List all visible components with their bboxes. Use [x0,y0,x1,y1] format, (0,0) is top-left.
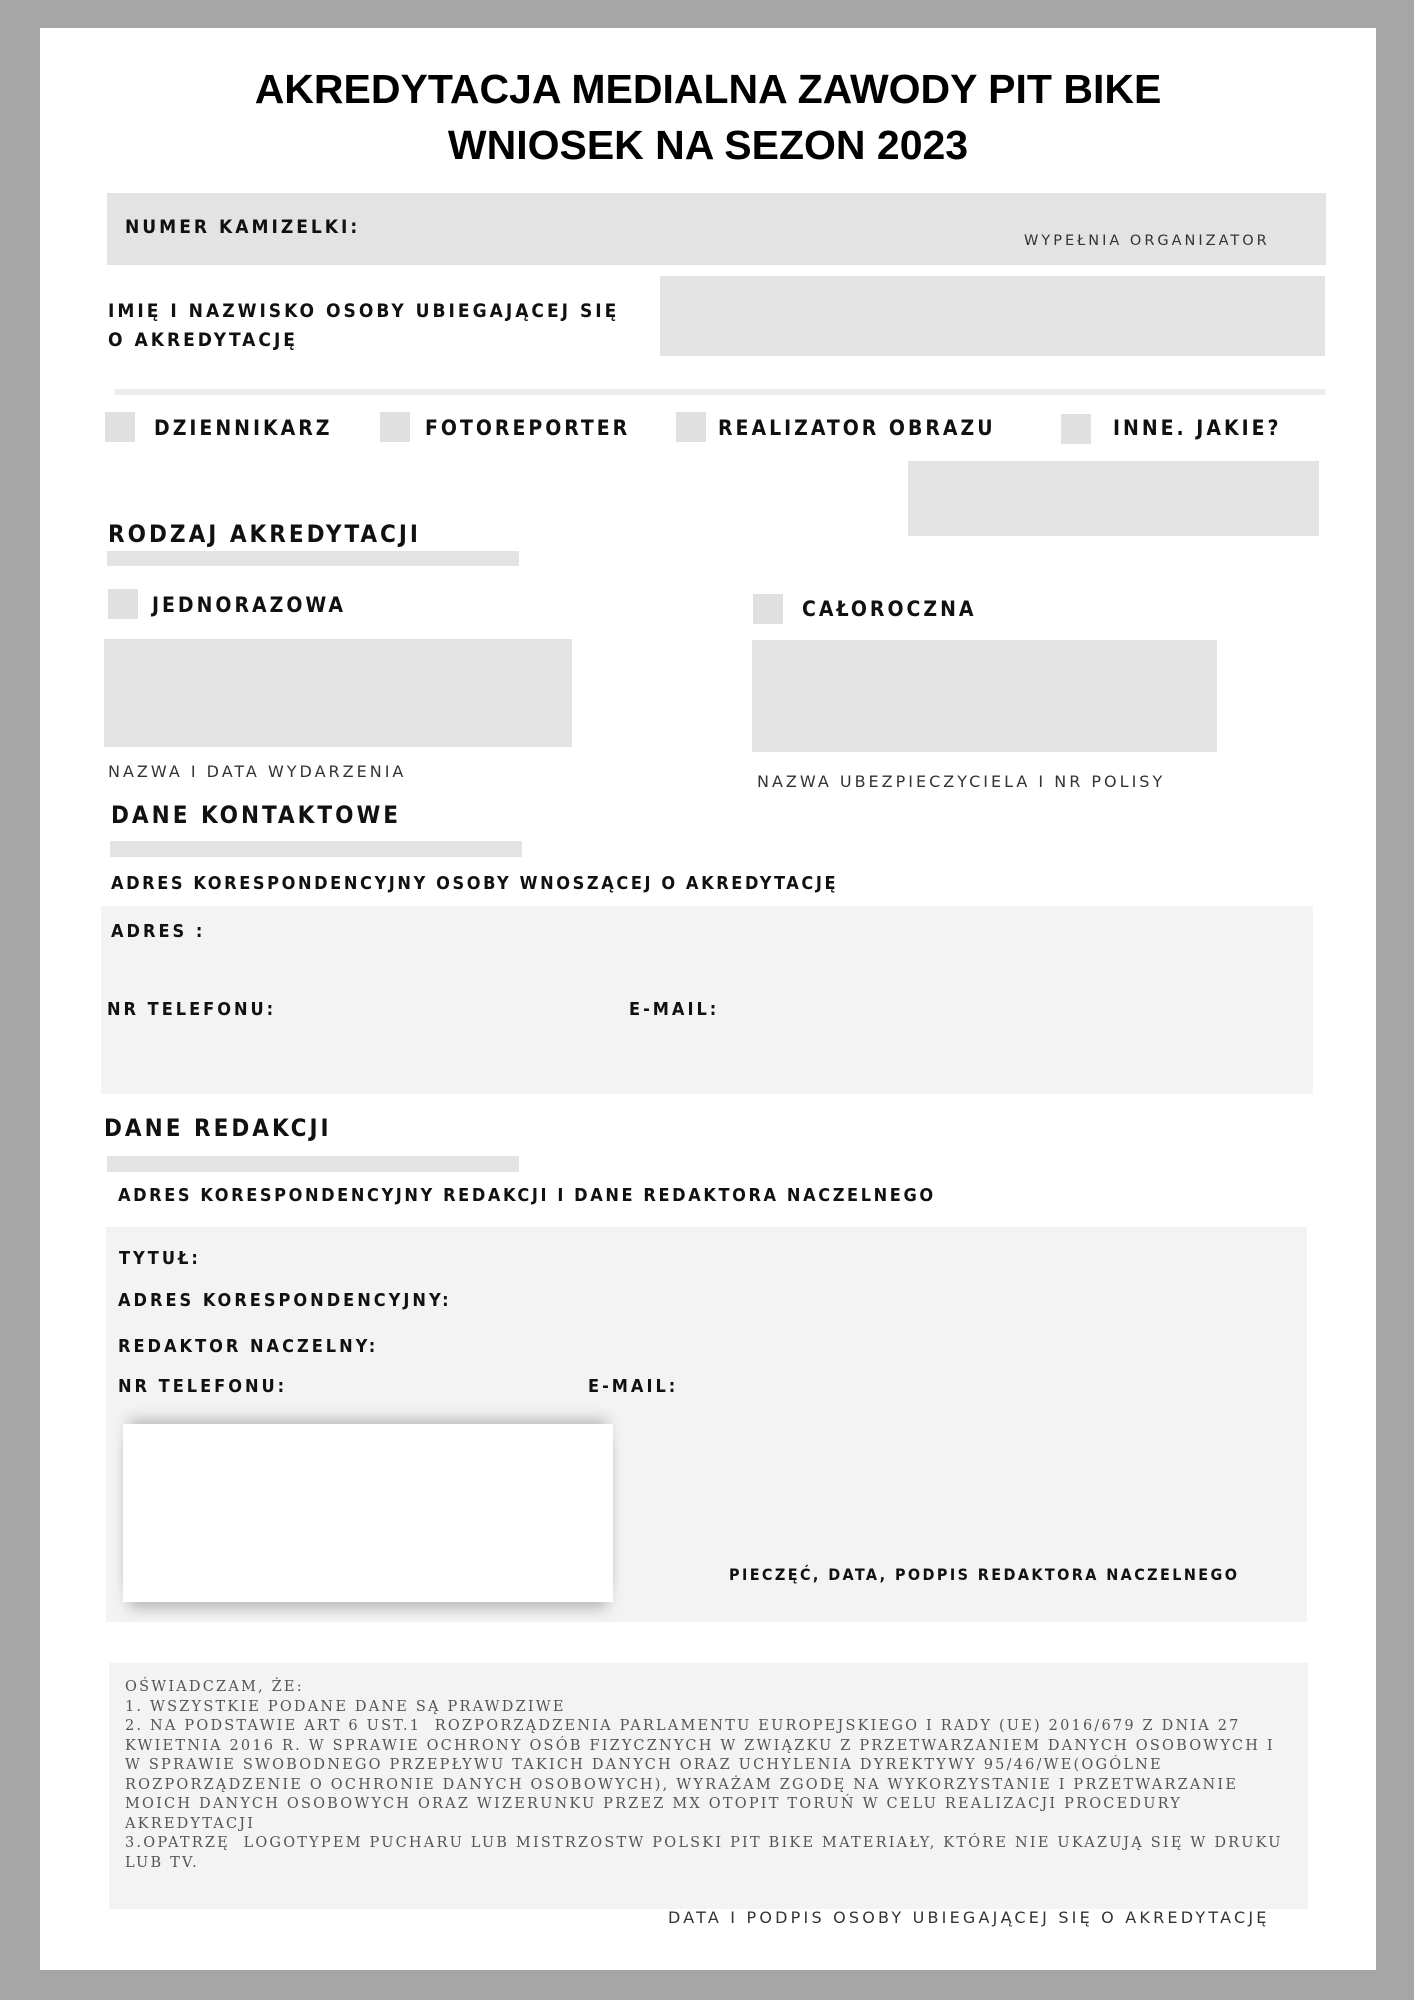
declaration-line: OŚWIADCZAM, ŻE: [125,1679,304,1695]
checkbox-annual[interactable] [753,594,783,624]
editor-in-chief-input[interactable] [350,1328,1290,1364]
section-divider [115,389,1325,395]
editorial-email-label: E-MAIL: [588,1376,679,1397]
form-title-line1: AKREDYTACJA MEDIALNA ZAWODY PIT BIKE [254,66,1162,112]
editorial-subheading: ADRES KORESPONDENCYJNY REDAKCJI I DANE REDAKTORA NACZELNEGO [118,1185,936,1206]
contact-subheading: ADRES KORESPONDENCYJNY OSOBY WNOSZĄCEJ O AKREDYTACJĘ [111,873,839,894]
form-page [40,28,1376,1970]
declaration-line: 3.OPATRZĘ LOGOTYPEM PUCHARU LUB MISTRZOSTW POLSKI PIT BIKE MATERIAŁY, KTÓRE NIE UKAZUJĄ SIĘ W DRUKU [125,1835,1283,1851]
contact-phone-input[interactable] [255,991,605,1031]
role-label-other: INNE. JAKIE? [1113,416,1282,440]
declaration-line: LUB TV. [125,1854,199,1871]
editorial-title-label: TYTUŁ: [119,1248,201,1269]
editorial-phone-label: NR TELEFONU: [118,1376,288,1397]
editorial-phone-input[interactable] [270,1368,590,1404]
checkbox-photographer[interactable] [380,412,410,442]
declaration-line: W SPRAWIE SWOBODNEGO PRZEPŁYWU TAKICH DANYCH ORAZ UCHYLENIA DYREKTYWY 95/46/WE(OGÓLNE [125,1757,1163,1773]
accreditation-heading: RODZAJ AKREDYTACJI [108,520,421,548]
vest-number-label: NUMER KAMIZELKI: [125,216,361,238]
checkbox-other[interactable] [1061,414,1091,444]
declaration-line: ROZPORZĄDZENIE O OCHRONIE DANYCH OSOBOWYCH), WYRAŻAM ZGODĘ NA WYKORZYSTANIE I PRZETWARZANIE [125,1776,1239,1793]
declaration-text [125,1678,1295,1873]
declaration-line: 2. NA PODSTAWIE ART 6 UST.1 ROZPORZĄDZENIA PARLAMENTU EUROPEJSKIEGO I RADY (UE) 2016/679 Z DNIA 27 [125,1718,1241,1734]
applicant-name-label: IMIĘ I NAZWISKO OSOBY UBIEGAJĄCEJ SIĘ [108,300,620,322]
editor-in-chief-label: REDAKTOR NACZELNY: [118,1336,379,1357]
contact-email-input[interactable] [720,991,1300,1031]
declaration-line: KWIETNIA 2016 R. W SPRAWIE OCHRONY OSÓB FIZYCZNYCH W ZWIĄZKU Z PRZETWARZANIEM DANYCH OSOBOWYCH I [125,1737,1275,1754]
contact-address-input[interactable] [235,913,1295,953]
stamp-signature-area[interactable] [123,1424,613,1602]
vest-number-note: WYPEŁNIA ORGANIZATOR [1024,233,1270,249]
checkbox-video-producer[interactable] [676,412,706,442]
annual-accreditation-label: CAŁOROCZNA [802,597,977,621]
event-name-date-field[interactable] [104,639,572,747]
contact-heading: DANE KONTAKTOWE [111,801,402,829]
editorial-address-label: ADRES KORESPONDENCYJNY: [118,1290,452,1311]
contact-phone-label: NR TELEFONU: [107,999,277,1020]
form-title-line2: WNIOSEK NA SEZON 2023 [447,122,969,168]
checkbox-single[interactable] [108,589,138,619]
single-accreditation-label: JEDNORAZOWA [152,593,346,617]
declaration-line: AKREDYTACJI [125,1815,256,1832]
signature-caption: DATA I PODPIS OSOBY UBIEGAJĄCEJ SIĘ O AKREDYTACJĘ [668,1908,1270,1927]
insurer-policy-caption: NAZWA UBEZPIECZYCIELA I NR POLISY [757,772,1166,791]
contact-address-label: ADRES : [111,921,206,942]
applicant-name-label-2: O AKREDYTACJĘ [108,329,298,351]
insurer-policy-field[interactable] [752,640,1217,752]
editorial-heading: DANE REDAKCJI [104,1114,332,1142]
heading-underline [107,551,519,566]
applicant-name-field[interactable] [660,276,1325,356]
role-label-video-producer: REALIZATOR OBRAZU [718,416,996,440]
role-label-journalist: DZIENNIKARZ [154,416,333,440]
heading-underline [110,841,522,857]
role-label-photographer: FOTOREPORTER [425,416,631,440]
heading-underline [107,1156,519,1172]
declaration-line: 1. WSZYSTKIE PODANE DANE SĄ PRAWDZIWE [125,1698,566,1715]
event-name-date-caption: NAZWA I DATA WYDARZENIA [108,762,407,781]
contact-email-label: E-MAIL: [629,999,720,1020]
editorial-title-input[interactable] [200,1240,1290,1276]
editorial-address-input[interactable] [410,1282,1290,1318]
checkbox-journalist[interactable] [105,412,135,442]
other-role-field[interactable] [908,461,1319,536]
stamp-caption: PIECZĘĆ, DATA, PODPIS REDAKTORA NACZELNEGO [729,1565,1240,1584]
editorial-email-input[interactable] [680,1368,1290,1404]
declaration-line: MOICH DANYCH OSOBOWYCH ORAZ WIZERUNKU PRZEZ MX OTOPIT TORUŃ W CELU REALIZACJI PROCEDURY [125,1796,1183,1812]
